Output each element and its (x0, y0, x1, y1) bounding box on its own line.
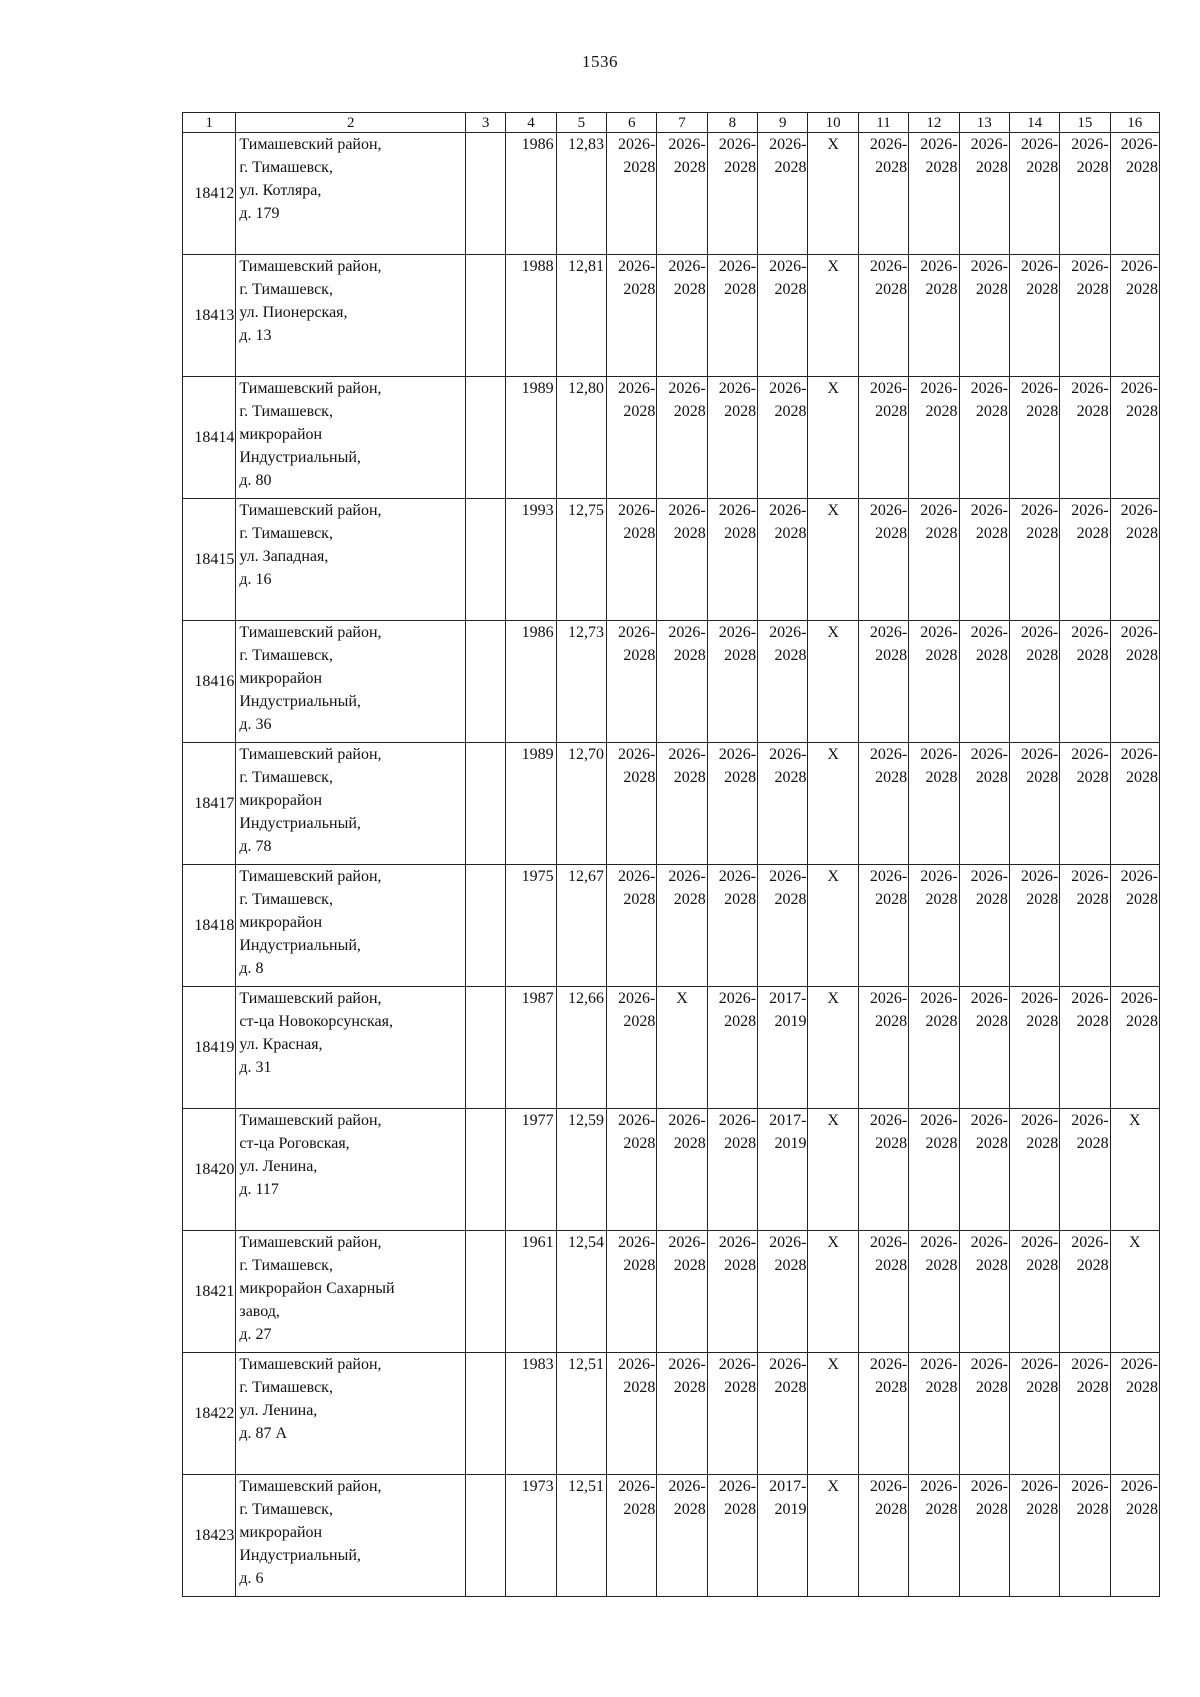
period-cell-col-16: X (1110, 1231, 1159, 1353)
period-cell-col-11: 2026- 2028 (858, 865, 908, 987)
period-cell-col-10: X (808, 621, 858, 743)
period-cell-col-9: 2026- 2028 (758, 743, 808, 865)
year-built-cell: 1987 (506, 987, 556, 1109)
period-cell-col-14: 2026- 2028 (1009, 133, 1059, 255)
period-cell-col-6: 2026- 2028 (607, 1475, 657, 1597)
column-header-9: 9 (758, 113, 808, 133)
address-cell: Тимашевский район, г. Тимашевск, микрорайон Индустриальный, д. 36 (236, 621, 466, 743)
period-cell-col-15: 2026- 2028 (1060, 1109, 1110, 1231)
period-cell-col-14: 2026- 2028 (1009, 865, 1059, 987)
year-built-cell: 1989 (506, 377, 556, 499)
table-row (183, 1231, 1160, 1353)
period-cell-col-16: 2026- 2028 (1110, 1475, 1159, 1597)
period-cell-col-6: 2026- 2028 (607, 499, 657, 621)
period-cell-col-14: 2026- 2028 (1009, 499, 1059, 621)
address-cell: Тимашевский район, г. Тимашевск, микрорайон Индустриальный, д. 80 (236, 377, 466, 499)
period-cell-col-8: 2026- 2028 (707, 133, 757, 255)
period-cell-col-6: 2026- 2028 (607, 133, 657, 255)
period-cell-col-6: 2026- 2028 (607, 377, 657, 499)
period-cell-col-7: X (657, 987, 707, 1109)
period-cell-col-15: 2026- 2028 (1060, 865, 1110, 987)
period-cell-col-10: X (808, 377, 858, 499)
period-cell-col-6: 2026- 2028 (607, 987, 657, 1109)
table-row (183, 1109, 1160, 1231)
period-cell-col-13: 2026- 2028 (959, 1109, 1009, 1231)
period-cell-col-10: X (808, 255, 858, 377)
period-cell-col-16: 2026- 2028 (1110, 499, 1159, 621)
value-cell: 12,73 (556, 621, 606, 743)
period-cell-col-9: 2017- 2019 (758, 1475, 808, 1597)
row-id-cell: 18420 (183, 1109, 236, 1231)
period-cell-col-14: 2026- 2028 (1009, 1231, 1059, 1353)
period-cell-col-13: 2026- 2028 (959, 621, 1009, 743)
address-cell: Тимашевский район, г. Тимашевск, ул. Пионерская, д. 13 (236, 255, 466, 377)
row-id-cell: 18422 (183, 1353, 236, 1475)
period-cell-col-7: 2026- 2028 (657, 133, 707, 255)
period-cell-col-7: 2026- 2028 (657, 865, 707, 987)
value-cell: 12,51 (556, 1353, 606, 1475)
column-header-16: 16 (1110, 113, 1159, 133)
column-header-4: 4 (506, 113, 556, 133)
period-cell-col-12: 2026- 2028 (909, 621, 959, 743)
period-cell-col-13: 2026- 2028 (959, 255, 1009, 377)
column-header-13: 13 (959, 113, 1009, 133)
period-cell-col-9: 2026- 2028 (758, 1353, 808, 1475)
period-cell-col-11: 2026- 2028 (858, 1475, 908, 1597)
period-cell-col-15: 2026- 2028 (1060, 621, 1110, 743)
period-cell-col-7: 2026- 2028 (657, 255, 707, 377)
period-cell-col-15: 2026- 2028 (1060, 499, 1110, 621)
column-header-2: 2 (236, 113, 466, 133)
period-cell-col-8: 2026- 2028 (707, 1109, 757, 1231)
period-cell-col-16: X (1110, 1109, 1159, 1231)
period-cell-col-15: 2026- 2028 (1060, 255, 1110, 377)
table-row (183, 743, 1160, 865)
period-cell-col-12: 2026- 2028 (909, 987, 959, 1109)
column-3-cell (466, 255, 506, 377)
period-cell-col-12: 2026- 2028 (909, 1109, 959, 1231)
period-cell-col-12: 2026- 2028 (909, 1231, 959, 1353)
period-cell-col-14: 2026- 2028 (1009, 1353, 1059, 1475)
row-id-cell: 18416 (183, 621, 236, 743)
period-cell-col-14: 2026- 2028 (1009, 1109, 1059, 1231)
period-cell-col-10: X (808, 133, 858, 255)
period-cell-col-7: 2026- 2028 (657, 743, 707, 865)
table-row (183, 1475, 1160, 1597)
period-cell-col-10: X (808, 987, 858, 1109)
period-cell-col-13: 2026- 2028 (959, 133, 1009, 255)
period-cell-col-8: 2026- 2028 (707, 1353, 757, 1475)
column-3-cell (466, 133, 506, 255)
column-header-10: 10 (808, 113, 858, 133)
header-row (183, 113, 1160, 133)
period-cell-col-16: 2026- 2028 (1110, 1353, 1159, 1475)
period-cell-col-11: 2026- 2028 (858, 743, 908, 865)
period-cell-col-10: X (808, 1231, 858, 1353)
table-row (183, 865, 1160, 987)
value-cell: 12,51 (556, 1475, 606, 1597)
address-cell: Тимашевский район, ст-ца Новокорсунская, ул. Красная, д. 31 (236, 987, 466, 1109)
period-cell-col-7: 2026- 2028 (657, 377, 707, 499)
period-cell-col-8: 2026- 2028 (707, 377, 757, 499)
year-built-cell: 1989 (506, 743, 556, 865)
year-built-cell: 1993 (506, 499, 556, 621)
period-cell-col-14: 2026- 2028 (1009, 255, 1059, 377)
period-cell-col-9: 2026- 2028 (758, 1231, 808, 1353)
year-built-cell: 1973 (506, 1475, 556, 1597)
period-cell-col-12: 2026- 2028 (909, 1353, 959, 1475)
period-cell-col-8: 2026- 2028 (707, 743, 757, 865)
column-3-cell (466, 865, 506, 987)
period-cell-col-15: 2026- 2028 (1060, 377, 1110, 499)
period-cell-col-9: 2026- 2028 (758, 621, 808, 743)
table-row (183, 987, 1160, 1109)
column-header-7: 7 (657, 113, 707, 133)
period-cell-col-14: 2026- 2028 (1009, 743, 1059, 865)
row-id-cell: 18423 (183, 1475, 236, 1597)
year-built-cell: 1988 (506, 255, 556, 377)
column-3-cell (466, 743, 506, 865)
period-cell-col-14: 2026- 2028 (1009, 621, 1059, 743)
period-cell-col-11: 2026- 2028 (858, 255, 908, 377)
period-cell-col-13: 2026- 2028 (959, 987, 1009, 1109)
column-3-cell (466, 1231, 506, 1353)
table-row (183, 255, 1160, 377)
period-cell-col-15: 2026- 2028 (1060, 987, 1110, 1109)
year-built-cell: 1986 (506, 133, 556, 255)
period-cell-col-11: 2026- 2028 (858, 499, 908, 621)
period-cell-col-10: X (808, 743, 858, 865)
period-cell-col-13: 2026- 2028 (959, 377, 1009, 499)
address-cell: Тимашевский район, г. Тимашевск, ул. Котляра, д. 179 (236, 133, 466, 255)
period-cell-col-6: 2026- 2028 (607, 865, 657, 987)
column-header-1: 1 (183, 113, 236, 133)
value-cell: 12,54 (556, 1231, 606, 1353)
period-cell-col-11: 2026- 2028 (858, 1109, 908, 1231)
period-cell-col-14: 2026- 2028 (1009, 377, 1059, 499)
table-body (183, 133, 1160, 1597)
period-cell-col-9: 2026- 2028 (758, 865, 808, 987)
value-cell: 12,70 (556, 743, 606, 865)
value-cell: 12,67 (556, 865, 606, 987)
period-cell-col-13: 2026- 2028 (959, 1475, 1009, 1597)
column-3-cell (466, 987, 506, 1109)
address-cell: Тимашевский район, г. Тимашевск, микрорайон Индустриальный, д. 6 (236, 1475, 466, 1597)
period-cell-col-12: 2026- 2028 (909, 1475, 959, 1597)
period-cell-col-6: 2026- 2028 (607, 1353, 657, 1475)
column-header-15: 15 (1060, 113, 1110, 133)
period-cell-col-8: 2026- 2028 (707, 1231, 757, 1353)
period-cell-col-8: 2026- 2028 (707, 865, 757, 987)
period-cell-col-12: 2026- 2028 (909, 255, 959, 377)
period-cell-col-15: 2026- 2028 (1060, 1353, 1110, 1475)
period-cell-col-11: 2026- 2028 (858, 1231, 908, 1353)
row-id-cell: 18419 (183, 987, 236, 1109)
period-cell-col-9: 2026- 2028 (758, 133, 808, 255)
period-cell-col-13: 2026- 2028 (959, 743, 1009, 865)
address-cell: Тимашевский район, г. Тимашевск, ул. Западная, д. 16 (236, 499, 466, 621)
address-cell: Тимашевский район, г. Тимашевск, микрорайон Индустриальный, д. 78 (236, 743, 466, 865)
column-header-14: 14 (1009, 113, 1059, 133)
year-built-cell: 1983 (506, 1353, 556, 1475)
period-cell-col-16: 2026- 2028 (1110, 255, 1159, 377)
value-cell: 12,59 (556, 1109, 606, 1231)
value-cell: 12,81 (556, 255, 606, 377)
period-cell-col-16: 2026- 2028 (1110, 377, 1159, 499)
table-row (183, 133, 1160, 255)
period-cell-col-12: 2026- 2028 (909, 499, 959, 621)
period-cell-col-11: 2026- 2028 (858, 377, 908, 499)
period-cell-col-10: X (808, 499, 858, 621)
period-cell-col-16: 2026- 2028 (1110, 987, 1159, 1109)
period-cell-col-6: 2026- 2028 (607, 1231, 657, 1353)
value-cell: 12,80 (556, 377, 606, 499)
period-cell-col-7: 2026- 2028 (657, 621, 707, 743)
row-id-cell: 18417 (183, 743, 236, 865)
year-built-cell: 1961 (506, 1231, 556, 1353)
table-row (183, 1353, 1160, 1475)
period-cell-col-7: 2026- 2028 (657, 499, 707, 621)
period-cell-col-16: 2026- 2028 (1110, 865, 1159, 987)
year-built-cell: 1986 (506, 621, 556, 743)
period-cell-col-13: 2026- 2028 (959, 865, 1009, 987)
value-cell: 12,83 (556, 133, 606, 255)
value-cell: 12,75 (556, 499, 606, 621)
period-cell-col-8: 2026- 2028 (707, 987, 757, 1109)
table-row (183, 621, 1160, 743)
period-cell-col-15: 2026- 2028 (1060, 133, 1110, 255)
period-cell-col-9: 2017- 2019 (758, 1109, 808, 1231)
period-cell-col-7: 2026- 2028 (657, 1475, 707, 1597)
period-cell-col-6: 2026- 2028 (607, 255, 657, 377)
table-row (183, 377, 1160, 499)
period-cell-col-6: 2026- 2028 (607, 1109, 657, 1231)
period-cell-col-15: 2026- 2028 (1060, 743, 1110, 865)
row-id-cell: 18421 (183, 1231, 236, 1353)
period-cell-col-6: 2026- 2028 (607, 743, 657, 865)
period-cell-col-14: 2026- 2028 (1009, 1475, 1059, 1597)
period-cell-col-8: 2026- 2028 (707, 621, 757, 743)
period-cell-col-8: 2026- 2028 (707, 255, 757, 377)
table-row (183, 499, 1160, 621)
column-header-12: 12 (909, 113, 959, 133)
address-cell: Тимашевский район, г. Тимашевск, микрорайон Сахарный завод, д. 27 (236, 1231, 466, 1353)
row-id-cell: 18418 (183, 865, 236, 987)
row-id-cell: 18412 (183, 133, 236, 255)
column-3-cell (466, 1475, 506, 1597)
period-cell-col-11: 2026- 2028 (858, 987, 908, 1109)
column-header-8: 8 (707, 113, 757, 133)
period-cell-col-7: 2026- 2028 (657, 1353, 707, 1475)
period-cell-col-16: 2026- 2028 (1110, 133, 1159, 255)
period-cell-col-9: 2017- 2019 (758, 987, 808, 1109)
period-cell-col-10: X (808, 1109, 858, 1231)
period-cell-col-13: 2026- 2028 (959, 499, 1009, 621)
column-3-cell (466, 1353, 506, 1475)
period-cell-col-12: 2026- 2028 (909, 133, 959, 255)
row-id-cell: 18413 (183, 255, 236, 377)
year-built-cell: 1977 (506, 1109, 556, 1231)
period-cell-col-12: 2026- 2028 (909, 865, 959, 987)
period-cell-col-7: 2026- 2028 (657, 1231, 707, 1353)
address-cell: Тимашевский район, г. Тимашевск, ул. Ленина, д. 87 А (236, 1353, 466, 1475)
period-cell-col-10: X (808, 865, 858, 987)
period-cell-col-10: X (808, 1475, 858, 1597)
period-cell-col-7: 2026- 2028 (657, 1109, 707, 1231)
address-cell: Тимашевский район, ст-ца Роговская, ул. Ленина, д. 117 (236, 1109, 466, 1231)
row-id-cell: 18414 (183, 377, 236, 499)
period-cell-col-11: 2026- 2028 (858, 1353, 908, 1475)
year-built-cell: 1975 (506, 865, 556, 987)
period-cell-col-16: 2026- 2028 (1110, 621, 1159, 743)
column-header-11: 11 (858, 113, 908, 133)
column-3-cell (466, 1109, 506, 1231)
period-cell-col-16: 2026- 2028 (1110, 743, 1159, 865)
column-header-5: 5 (556, 113, 606, 133)
period-cell-col-11: 2026- 2028 (858, 133, 908, 255)
value-cell: 12,66 (556, 987, 606, 1109)
page-number: 1536 (582, 52, 618, 71)
period-cell-col-8: 2026- 2028 (707, 1475, 757, 1597)
period-cell-col-9: 2026- 2028 (758, 255, 808, 377)
housing-register-table (182, 112, 1160, 1597)
column-header-6: 6 (607, 113, 657, 133)
period-cell-col-13: 2026- 2028 (959, 1231, 1009, 1353)
period-cell-col-9: 2026- 2028 (758, 377, 808, 499)
column-3-cell (466, 499, 506, 621)
column-3-cell (466, 621, 506, 743)
column-3-cell (466, 377, 506, 499)
period-cell-col-8: 2026- 2028 (707, 499, 757, 621)
period-cell-col-15: 2026- 2028 (1060, 1231, 1110, 1353)
period-cell-col-12: 2026- 2028 (909, 743, 959, 865)
period-cell-col-10: X (808, 1353, 858, 1475)
period-cell-col-15: 2026- 2028 (1060, 1475, 1110, 1597)
period-cell-col-9: 2026- 2028 (758, 499, 808, 621)
row-id-cell: 18415 (183, 499, 236, 621)
table-header (183, 113, 1160, 133)
period-cell-col-6: 2026- 2028 (607, 621, 657, 743)
column-header-3: 3 (466, 113, 506, 133)
address-cell: Тимашевский район, г. Тимашевск, микрорайон Индустриальный, д. 8 (236, 865, 466, 987)
period-cell-col-14: 2026- 2028 (1009, 987, 1059, 1109)
period-cell-col-11: 2026- 2028 (858, 621, 908, 743)
period-cell-col-13: 2026- 2028 (959, 1353, 1009, 1475)
period-cell-col-12: 2026- 2028 (909, 377, 959, 499)
